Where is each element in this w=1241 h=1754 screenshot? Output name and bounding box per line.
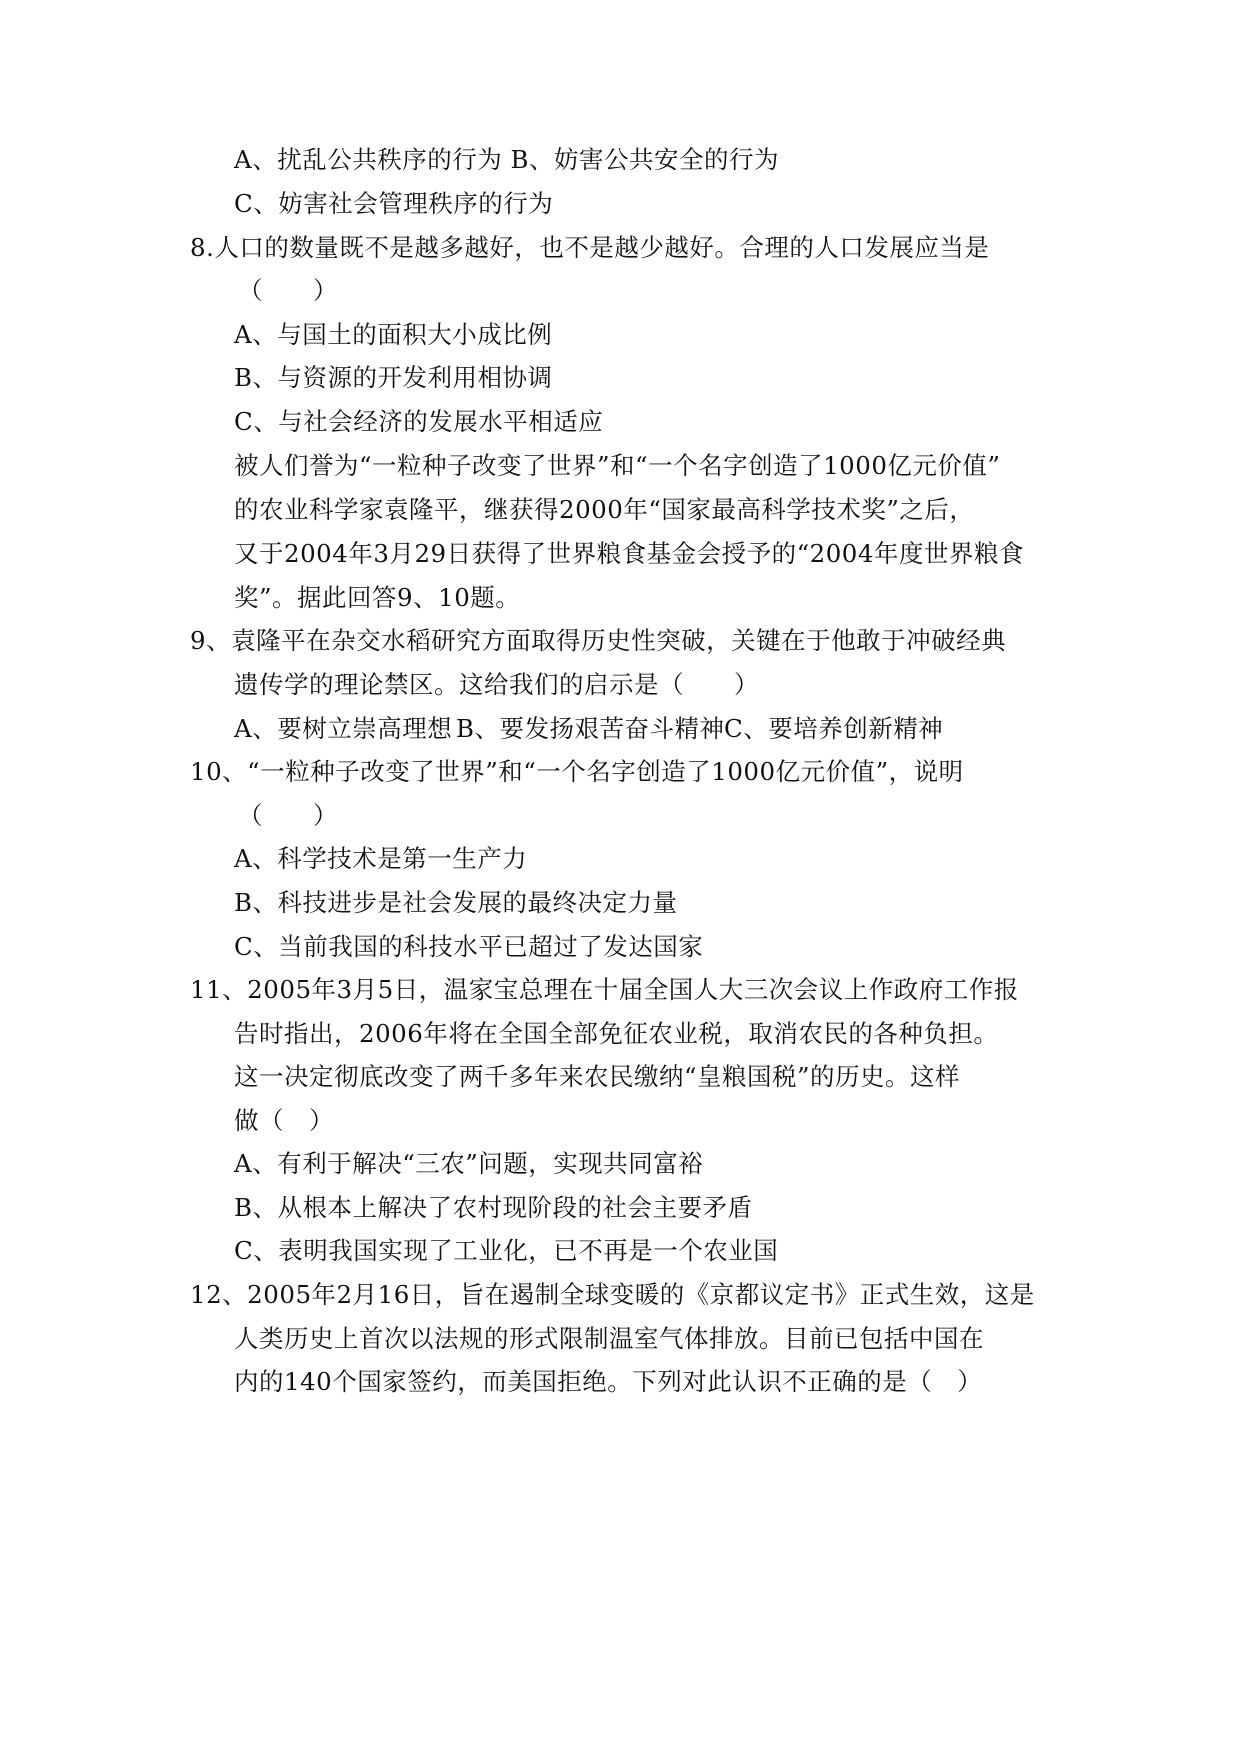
q10-option-c: C、当前我国的科技水平已超过了发达国家 — [234, 932, 704, 961]
q10-stem: 10、“一粒种子改变了世界”和“一个名字创造了1000亿元价值”，说明 — [190, 757, 964, 786]
q8-option-c: C、与社会经济的发展水平相适应 — [234, 407, 604, 436]
q7-options-ab: A、扰乱公共秩序的行为 B、妨害公共安全的行为 — [234, 145, 779, 174]
q9-option-b: B、要发扬艰苦奋斗精神 — [456, 714, 725, 743]
q11-stem-cont-2: 这一决定彻底改变了两千多年来农民缴纳“皇粮国税”的历史。这样 — [234, 1062, 961, 1091]
q11-stem: 11、2005年3月5日，温家宝总理在十届全国人大三次会议上作政府工作报 — [190, 975, 1019, 1004]
q8-blank: （ ） — [238, 276, 338, 305]
passage-line-4: 奖”。据此回答9、10题。 — [234, 583, 521, 612]
q10-option-b: B、科技进步是社会发展的最终决定力量 — [234, 888, 678, 917]
q12-stem-cont-1: 人类历史上首次以法规的形式限制温室气体排放。目前已包括中国在 — [234, 1324, 984, 1353]
q11-stem-cont-1: 告时指出，2006年将在全国全部免征农业税，取消农民的各种负担。 — [234, 1019, 999, 1048]
q11-option-c: C、表明我国实现了工业化，已不再是一个农业国 — [234, 1236, 779, 1265]
q9-stem: 9、袁隆平在杂交水稻研究方面取得历史性突破，关键在于他敢于冲破经典 — [190, 626, 1007, 655]
passage-line-3: 又于2004年3月29日获得了世界粮食基金会授予的“2004年度世界粮食 — [234, 539, 1024, 568]
q7-option-c: C、妨害社会管理秩序的行为 — [234, 189, 554, 218]
q12-stem: 12、2005年2月16日，旨在遏制全球变暖的《京都议定书》正式生效，这是 — [190, 1280, 1035, 1309]
q8-stem: 8.人口的数量既不是越多越好，也不是越少越好。合理的人口发展应当是 — [190, 233, 990, 262]
q9-option-a: A、要树立崇高理想 — [234, 714, 453, 743]
q9-options — [234, 712, 943, 746]
q9-option-c: C、要培养创新精神 — [724, 714, 944, 743]
q10-option-a: A、科学技术是第一生产力 — [234, 844, 528, 873]
q8-option-a: A、与国土的面积大小成比例 — [234, 320, 553, 349]
passage-line-2: 的农业科学家袁隆平，继获得2000年“国家最高科学技术奖”之后， — [234, 495, 975, 524]
passage-line-1: 被人们誉为“一粒种子改变了世界”和“一个名字创造了1000亿元价值” — [234, 451, 1001, 480]
q11-option-b: B、从根本上解决了农村现阶段的社会主要矛盾 — [234, 1193, 753, 1222]
q9-stem-cont: 遗传学的理论禁区。这给我们的启示是（ ） — [234, 670, 759, 699]
q10-blank: （ ） — [238, 801, 338, 830]
q11-stem-cont-3: 做（ ） — [234, 1106, 334, 1135]
q8-option-b: B、与资源的开发利用相协调 — [234, 363, 553, 392]
q11-option-a: A、有利于解决“三农”问题，实现共同富裕 — [234, 1149, 704, 1178]
q12-stem-cont-2: 内的140个国家签约，而美国拒绝。下列对此认识不正确的是（ ） — [234, 1367, 983, 1396]
